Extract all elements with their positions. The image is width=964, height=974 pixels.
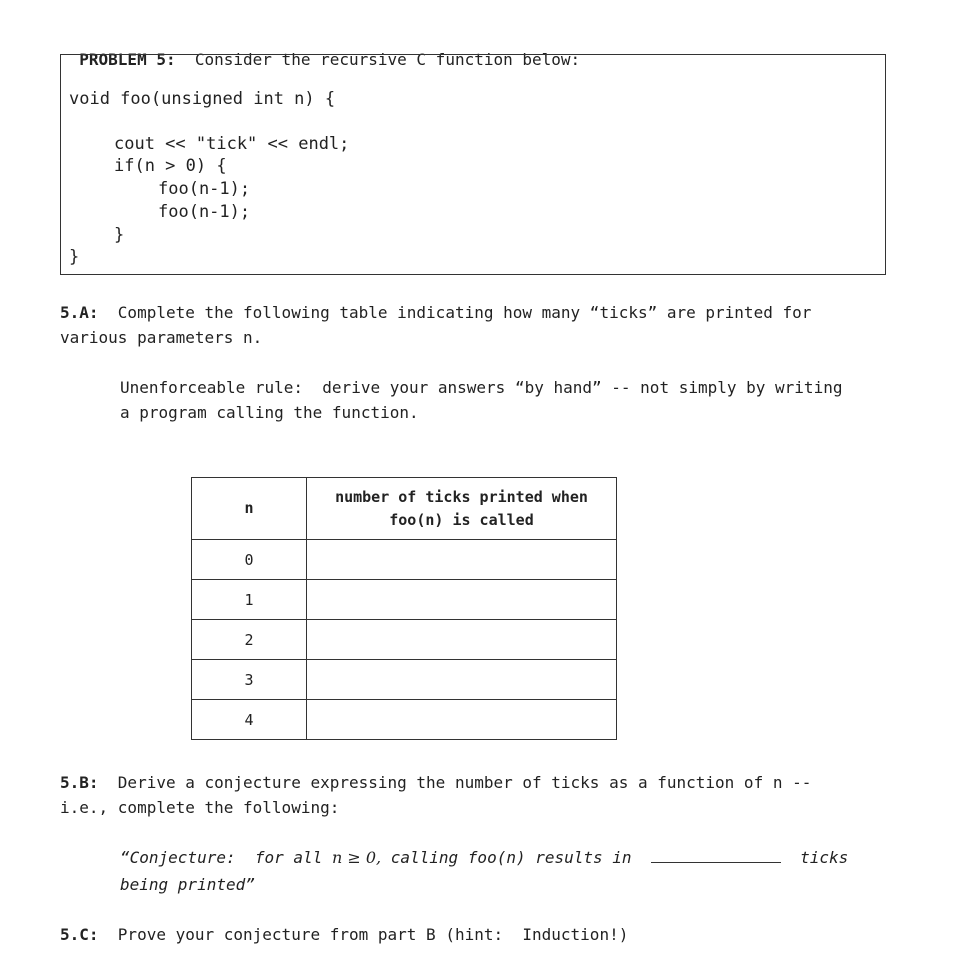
part-b-label: 5.B: — [60, 773, 99, 792]
cell-ticks[interactable] — [307, 540, 617, 580]
part-b-line-1 — [60, 770, 811, 795]
conj-calling: calling foo(n) results in — [390, 848, 632, 867]
code-line-call-1: foo(n-1); — [158, 179, 251, 199]
table-row — [192, 580, 617, 620]
conj-suffix: ticks — [800, 848, 849, 867]
header-n: n — [192, 478, 307, 540]
part-a-line-1 — [60, 300, 811, 325]
conj-prefix: “Conjecture: — [120, 848, 236, 867]
part-b-line-2: i.e., complete the following: — [60, 798, 340, 817]
answer-blank[interactable] — [651, 852, 781, 863]
cell-ticks[interactable] — [307, 580, 617, 620]
table-header-row — [192, 478, 617, 540]
part-c-label: 5.C: — [60, 925, 99, 944]
code-line-if-close: } — [114, 225, 125, 245]
code-line-call-2: foo(n-1); — [158, 202, 251, 222]
code-line-signature: void foo(unsigned int n) { — [69, 89, 336, 109]
table-row — [192, 540, 617, 580]
conj-condition: n ≥ 0, — [331, 848, 382, 867]
rule-line-2: a program calling the function. — [120, 403, 419, 422]
part-c-text: Prove your conjecture from part B (hint: Induction!) — [117, 925, 629, 944]
table-row — [192, 620, 617, 660]
part-a-line-2: various parameters n. — [60, 328, 263, 347]
table-row — [192, 660, 617, 700]
header-ticks-line-2: foo(n) is called — [389, 510, 534, 529]
conjecture-line-1 — [120, 845, 848, 870]
part-a-label: 5.A: — [60, 303, 99, 322]
conj-for-all: for all — [254, 848, 323, 867]
rule-line-1: Unenforceable rule: derive your answers “by hand” -- not simply by writing — [120, 378, 843, 397]
cell-n: 4 — [192, 700, 307, 740]
cell-ticks[interactable] — [307, 660, 617, 700]
problem-label: PROBLEM 5: — [79, 50, 176, 69]
conjecture-line-2: being printed” — [120, 875, 255, 894]
header-ticks — [307, 478, 617, 540]
problem-intro: Consider the recursive C function below: — [194, 50, 581, 69]
code-line-if: if(n > 0) { — [114, 156, 227, 176]
part-a-text-1: Complete the following table indicating how many “ticks” are printed for — [117, 303, 812, 322]
cell-ticks[interactable] — [307, 620, 617, 660]
part-c-line — [60, 922, 628, 947]
ticks-table — [191, 477, 617, 740]
cell-n: 2 — [192, 620, 307, 660]
table-row — [192, 700, 617, 740]
cell-n: 1 — [192, 580, 307, 620]
code-box — [60, 54, 886, 275]
code-line-func-close: } — [69, 247, 80, 267]
part-b-text-1: Derive a conjecture expressing the number of ticks as a function of n -- — [117, 773, 812, 792]
cell-ticks[interactable] — [307, 700, 617, 740]
code-line-cout: cout << "tick" << endl; — [114, 134, 350, 154]
header-ticks-line-1: number of ticks printed when — [335, 487, 588, 506]
cell-n: 0 — [192, 540, 307, 580]
cell-n: 3 — [192, 660, 307, 700]
